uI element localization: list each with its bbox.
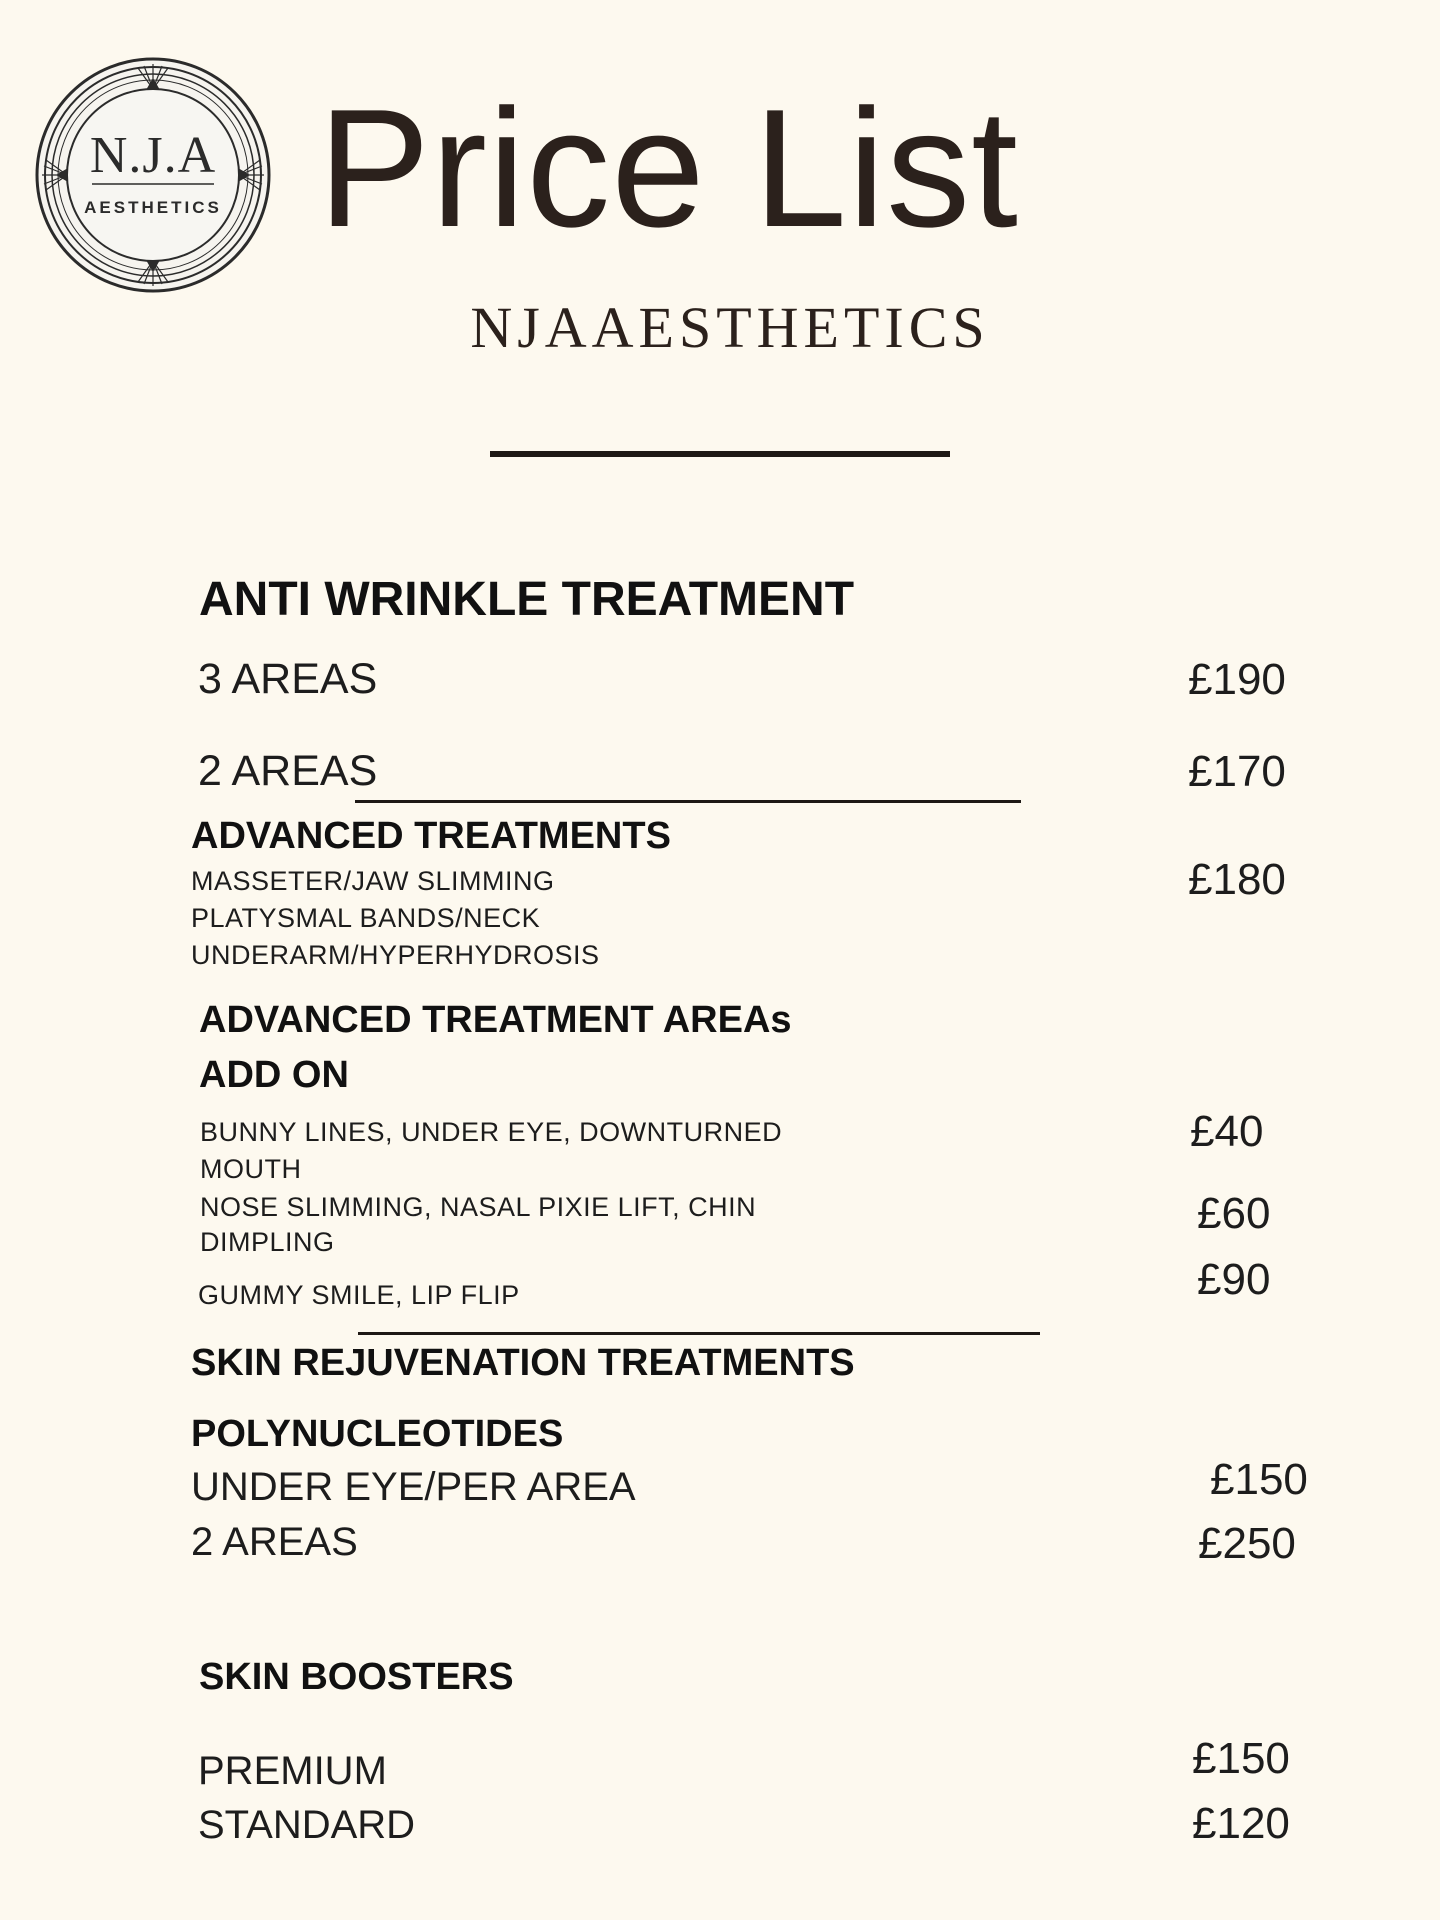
item-label: UNDER EYE/PER AREA (191, 1465, 636, 1509)
item-label: STANDARD (198, 1803, 416, 1847)
section-subheading-polynucleotides: POLYNUCLEOTIDES (191, 1413, 564, 1455)
item-label: 2 AREAS (191, 1520, 358, 1564)
header-divider (490, 451, 950, 457)
logo-subtitle: AESTHETICS (84, 198, 222, 217)
item-price: £180 (1188, 855, 1286, 904)
section-heading-skin-rejuvenation: SKIN REJUVENATION TREATMENTS (191, 1342, 855, 1384)
treatment-line: UNDERARM/HYPERHYDROSIS (191, 940, 600, 970)
item-price: £250 (1198, 1519, 1296, 1568)
section-divider (355, 800, 1021, 803)
page-title: Price List (318, 74, 1019, 262)
section-subheading-addon: ADD ON (199, 1054, 349, 1096)
section-heading-advanced: ADVANCED TREATMENTS (191, 815, 671, 857)
section-divider (358, 1332, 1040, 1335)
item-label: 2 AREAS (198, 747, 378, 795)
section-heading-anti-wrinkle: ANTI WRINKLE TREATMENT (199, 573, 855, 626)
addon-line: MOUTH (200, 1154, 302, 1184)
brand-logo (34, 56, 272, 294)
addon-line: NOSE SLIMMING, NASAL PIXIE LIFT, CHIN (200, 1192, 757, 1222)
brand-name: NJAAESTHETICS (470, 295, 990, 360)
item-label: 3 AREAS (198, 655, 378, 703)
treatment-line: PLATYSMAL BANDS/NECK (191, 903, 541, 933)
item-price: £60 (1197, 1189, 1271, 1238)
section-heading-skin-boosters: SKIN BOOSTERS (199, 1656, 514, 1698)
item-price: £120 (1192, 1799, 1290, 1848)
addon-line: GUMMY SMILE, LIP FLIP (198, 1280, 520, 1310)
logo-monogram: N.J.A (89, 127, 217, 184)
item-price: £170 (1188, 747, 1286, 796)
section-heading-addon: ADVANCED TREATMENT AREAs (199, 999, 792, 1041)
item-price: £150 (1210, 1455, 1308, 1504)
addon-line: BUNNY LINES, UNDER EYE, DOWNTURNED (200, 1117, 783, 1147)
item-price: £40 (1190, 1107, 1264, 1156)
treatment-line: MASSETER/JAW SLIMMING (191, 866, 555, 896)
addon-line: DIMPLING (200, 1227, 335, 1257)
item-price: £90 (1197, 1255, 1271, 1304)
item-price: £150 (1192, 1734, 1290, 1783)
item-label: PREMIUM (198, 1749, 387, 1793)
item-price: £190 (1188, 655, 1286, 704)
